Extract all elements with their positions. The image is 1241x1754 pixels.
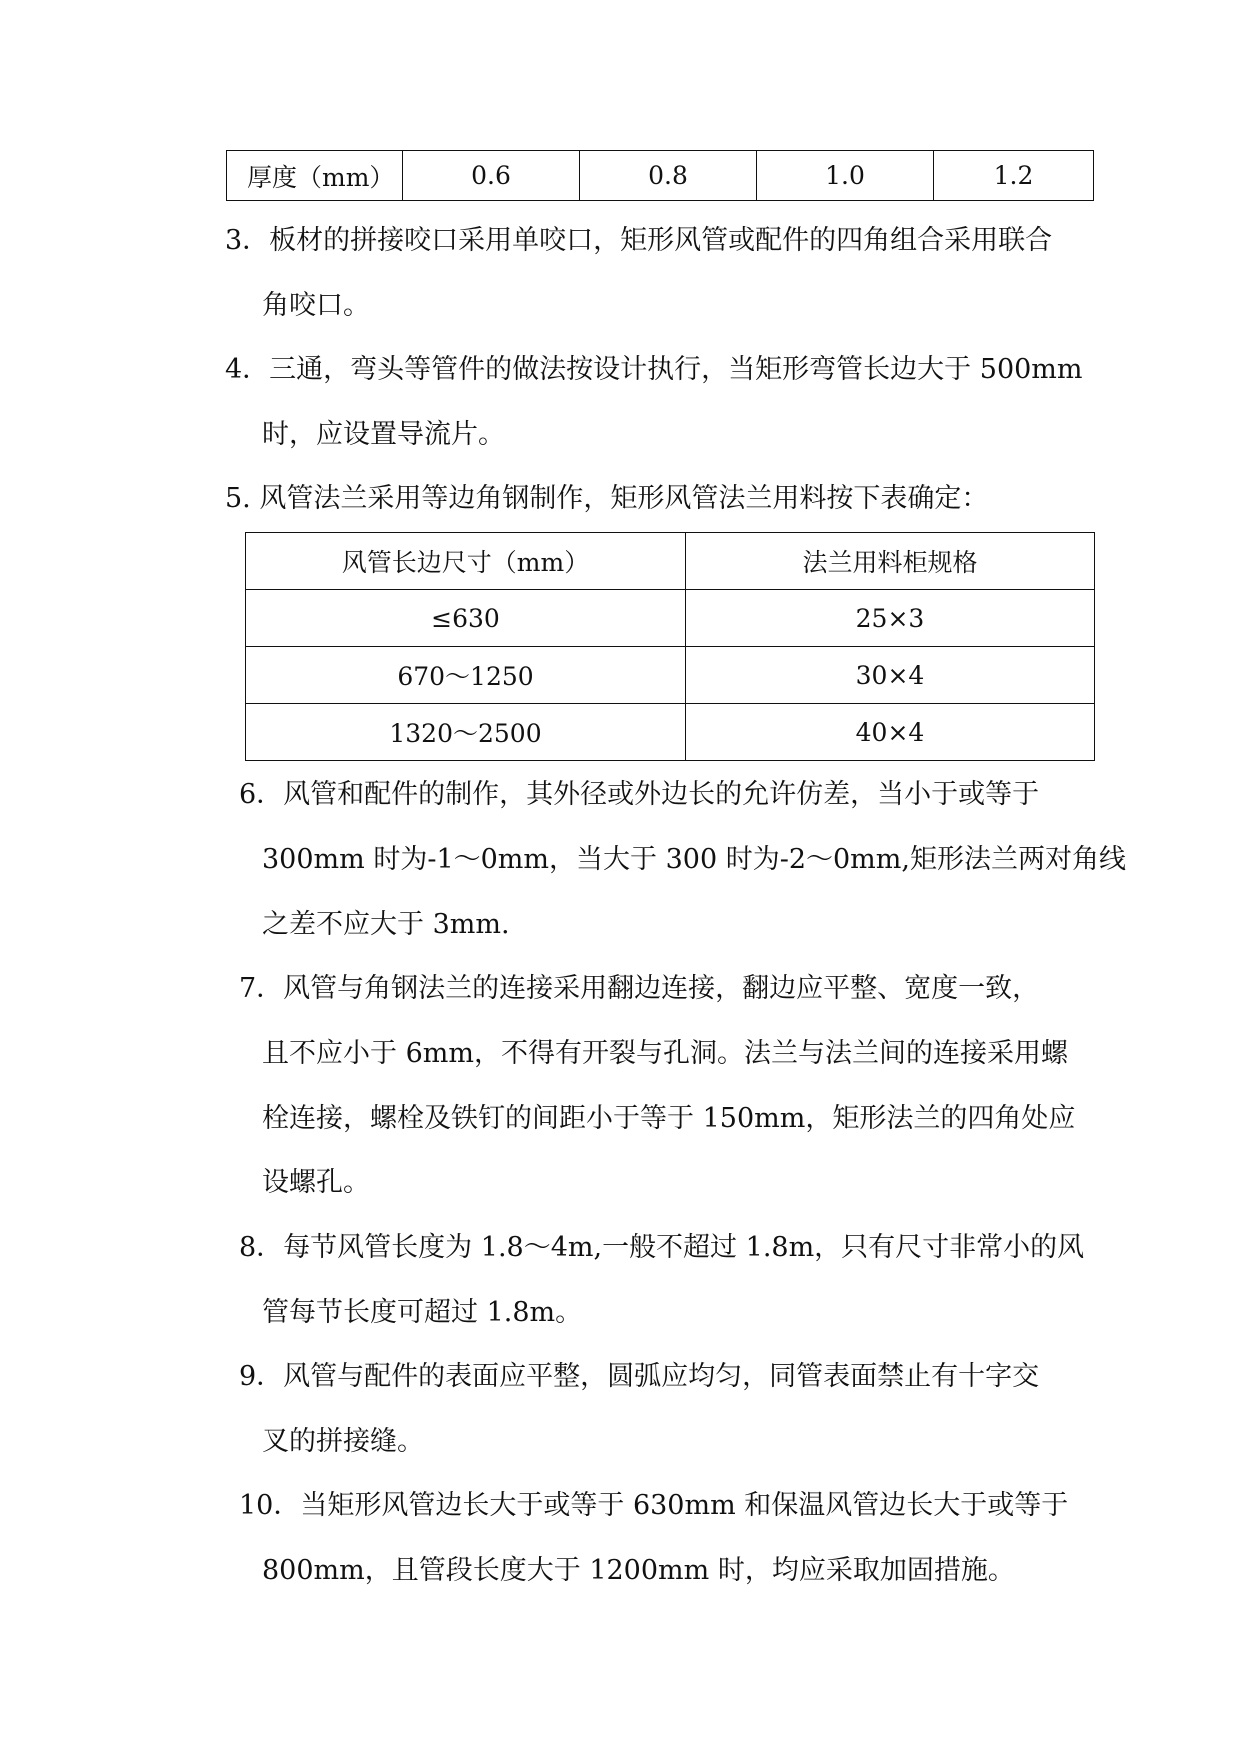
item-7-line-3: 栓连接，螺栓及铁钉的间距小于等于 150mm，矩形法兰的四角处应 <box>262 1103 1076 1134</box>
table-row <box>246 704 1095 761</box>
table-row <box>227 151 1094 201</box>
item-6-line-2: 300mm 时为-1～0mm，当大于 300 时为-2～0mm,矩形法兰两对角线 <box>262 844 1126 875</box>
table-row <box>246 647 1095 704</box>
flange-table <box>245 532 1095 761</box>
item-7-line-2: 且不应小于 6mm，不得有开裂与孔洞。法兰与法兰间的连接采用螺 <box>262 1038 1068 1069</box>
table-cell: 40×4 <box>686 704 1095 761</box>
table-header-row <box>246 533 1095 590</box>
table-cell: 1320～2500 <box>246 704 686 761</box>
table-cell: 1.0 <box>757 151 934 201</box>
item-7-line-4: 设螺孔。 <box>262 1167 370 1198</box>
table-header: 法兰用料柜规格 <box>686 533 1095 590</box>
item-10-line-1: 10．当矩形风管边长大于或等于 630mm 和保温风管边长大于或等于 <box>239 1490 1069 1521</box>
table-header: 风管长边尺寸（mm） <box>246 533 686 590</box>
item-4-line-2: 时，应设置导流片。 <box>262 419 505 450</box>
table-row <box>246 590 1095 647</box>
table-cell: 30×4 <box>686 647 1095 704</box>
item-5-line-1: 5. 风管法兰采用等边角钢制作，矩形风管法兰用料按下表确定： <box>225 483 989 514</box>
table-cell: 厚度（mm） <box>227 151 403 201</box>
table-cell: 1.2 <box>934 151 1094 201</box>
item-4-line-1: 4．三通，弯头等管件的做法按设计执行，当矩形弯管长边大于 500mm <box>225 354 1083 385</box>
table-cell: 670～1250 <box>246 647 686 704</box>
item-6-line-3: 之差不应大于 3mm. <box>262 909 510 940</box>
item-10-line-2: 800mm，且管段长度大于 1200mm 时，均应采取加固措施。 <box>262 1555 1015 1586</box>
item-9-line-1: 9．风管与配件的表面应平整，圆弧应均匀，同管表面禁止有十字交 <box>239 1361 1040 1392</box>
table-cell: 0.8 <box>580 151 757 201</box>
item-8-line-1: 8．每节风管长度为 1.8～4m,一般不超过 1.8m，只有尺寸非常小的风 <box>239 1232 1085 1263</box>
item-8-line-2: 管每节长度可超过 1.8m。 <box>262 1297 583 1328</box>
table-cell: 0.6 <box>403 151 580 201</box>
item-3-line-2: 角咬口。 <box>262 290 370 321</box>
thickness-table <box>226 150 1094 201</box>
table-cell: 25×3 <box>686 590 1095 647</box>
item-7-line-1: 7．风管与角钢法兰的连接采用翻边连接，翻边应平整、宽度一致， <box>239 973 1040 1004</box>
item-6-line-1: 6．风管和配件的制作，其外径或外边长的允许仿差，当小于或等于 <box>239 779 1040 810</box>
item-9-line-2: 叉的拼接缝。 <box>262 1426 424 1457</box>
table-cell: ≤630 <box>246 590 686 647</box>
item-3-line-1: 3．板材的拼接咬口采用单咬口，矩形风管或配件的四角组合采用联合 <box>225 225 1053 256</box>
